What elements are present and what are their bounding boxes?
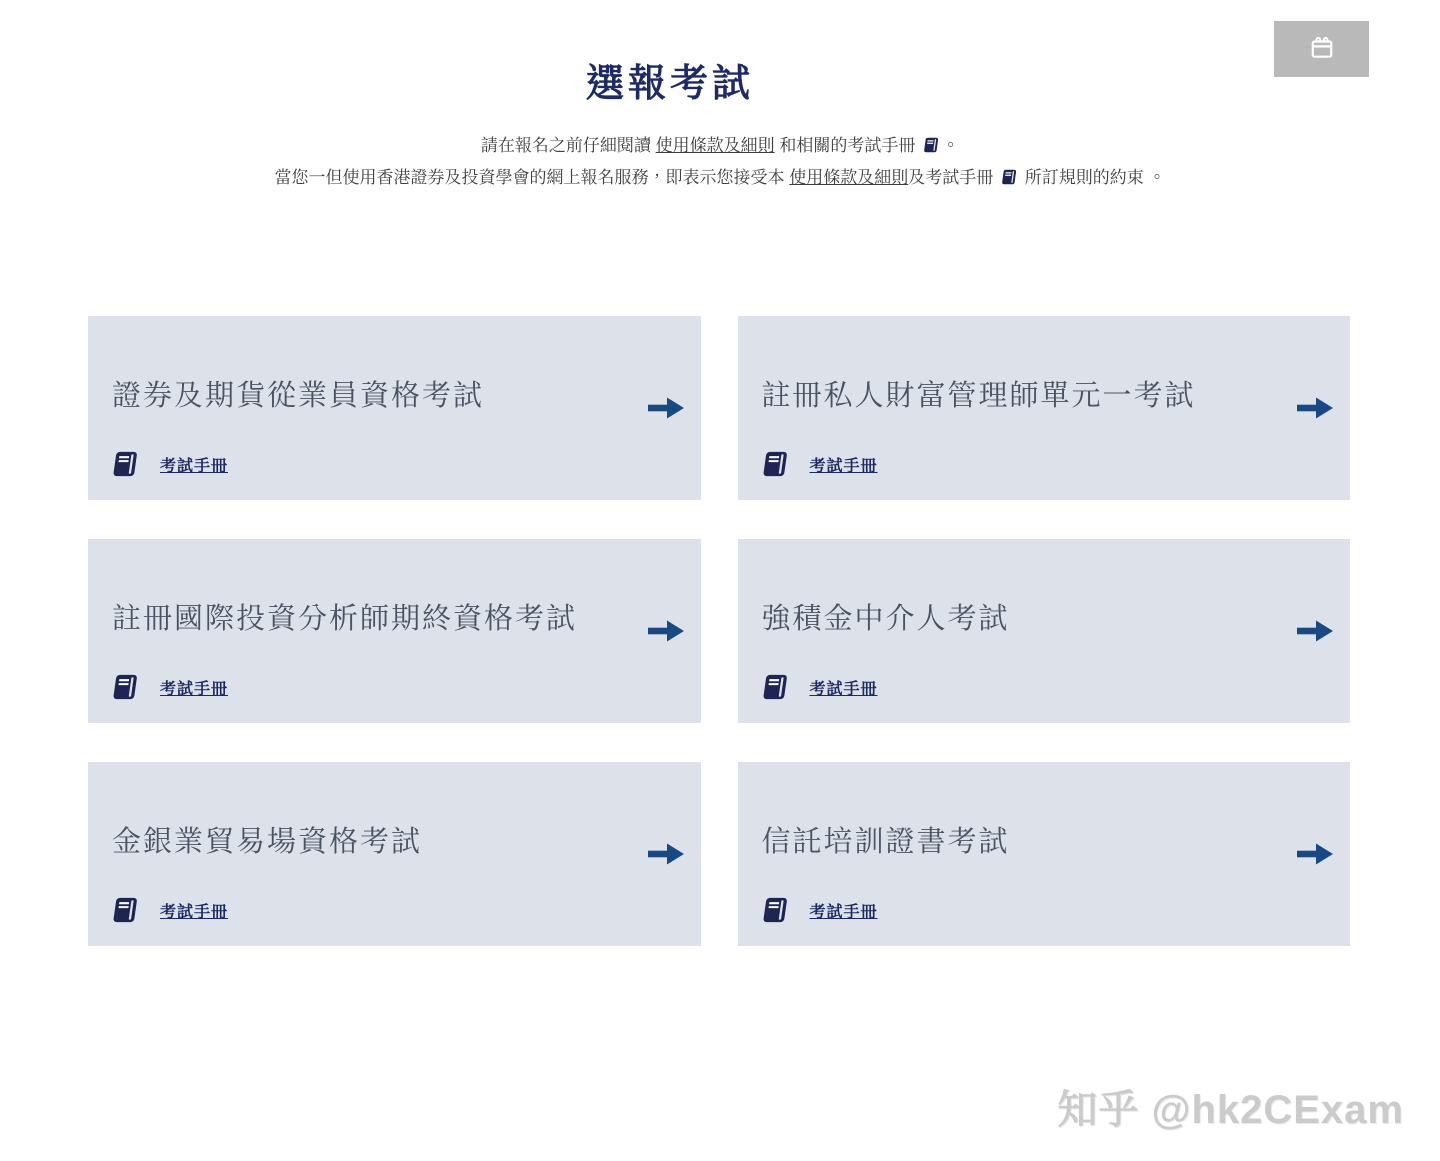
- book-icon: [110, 671, 142, 703]
- intro-line-1: [0, 131, 1440, 163]
- exam-card-sfc[interactable]: [88, 316, 701, 500]
- exam-title: 強積金中介人考試: [761, 603, 1010, 635]
- book-icon: [110, 894, 142, 926]
- intro-line2-pre: 當您一但使用香港證券及投資學會的網上報名服務，即表示您接受本: [274, 168, 790, 187]
- exam-handbook-link[interactable]: 考試手冊: [160, 457, 229, 475]
- exam-handbook-link[interactable]: 考試手冊: [160, 680, 229, 698]
- exam-card-trust[interactable]: [738, 762, 1351, 946]
- exam-title: 註冊國際投資分析師期終資格考試: [112, 603, 578, 635]
- arrow-right-icon[interactable]: [1296, 394, 1336, 422]
- arrow-right-icon[interactable]: [647, 394, 687, 422]
- book-icon: [760, 894, 792, 926]
- book-icon: [760, 671, 792, 703]
- book-icon: [110, 448, 142, 480]
- intro-line1-pre: 請在報名之前仔細閱讀: [480, 136, 656, 155]
- exam-card-grid: [88, 316, 1350, 946]
- exam-handbook-link[interactable]: 考試手冊: [160, 903, 229, 921]
- handbook-row: [760, 671, 878, 703]
- arrow-right-icon[interactable]: [647, 617, 687, 645]
- arrow-right-icon[interactable]: [1296, 840, 1336, 868]
- exam-handbook-link[interactable]: 考試手冊: [809, 457, 878, 475]
- exam-card-cpwp[interactable]: [738, 316, 1351, 500]
- exam-handbook-link[interactable]: 考試手冊: [809, 903, 878, 921]
- calendar-icon: [1309, 35, 1335, 64]
- zhihu-watermark: 知乎 @hk2CExam: [1057, 1088, 1404, 1132]
- exam-title: 信託培訓證書考試: [761, 826, 1010, 858]
- calendar-button[interactable]: [1274, 21, 1369, 77]
- arrow-right-icon[interactable]: [647, 840, 687, 868]
- intro-text: [0, 131, 1440, 195]
- terms-link[interactable]: 使用條款及細則: [655, 136, 775, 155]
- book-icon: [760, 448, 792, 480]
- exam-card-mpf[interactable]: [738, 539, 1351, 723]
- handbook-row: [760, 448, 878, 480]
- exam-title: 金銀業貿易場資格考試: [112, 826, 423, 858]
- intro-line2-mid: 及考試手冊: [908, 168, 998, 187]
- exam-card-ciia[interactable]: [88, 539, 701, 723]
- exam-card-gold-silver[interactable]: [88, 762, 701, 946]
- book-icon: [1000, 171, 1018, 190]
- exam-handbook-link[interactable]: 考試手冊: [809, 680, 878, 698]
- arrow-right-icon[interactable]: [1296, 617, 1336, 645]
- exam-title: 註冊私人財富管理師單元一考試: [761, 380, 1196, 412]
- intro-line2-end: 所訂規則的約束 。: [1020, 168, 1166, 187]
- exam-title: 證券及期貨從業員資格考試: [112, 380, 485, 412]
- terms-link[interactable]: 使用條款及細則: [789, 168, 909, 187]
- intro-line1-mid: 和相關的考試手冊: [774, 136, 921, 155]
- handbook-row: [110, 448, 228, 480]
- intro-line-2: [0, 163, 1440, 195]
- handbook-row: [110, 671, 228, 703]
- intro-line1-end: 。: [942, 136, 960, 155]
- handbook-row: [760, 894, 878, 926]
- book-icon: [922, 139, 940, 158]
- page-title: 選報考試: [585, 63, 754, 105]
- handbook-row: [110, 894, 228, 926]
